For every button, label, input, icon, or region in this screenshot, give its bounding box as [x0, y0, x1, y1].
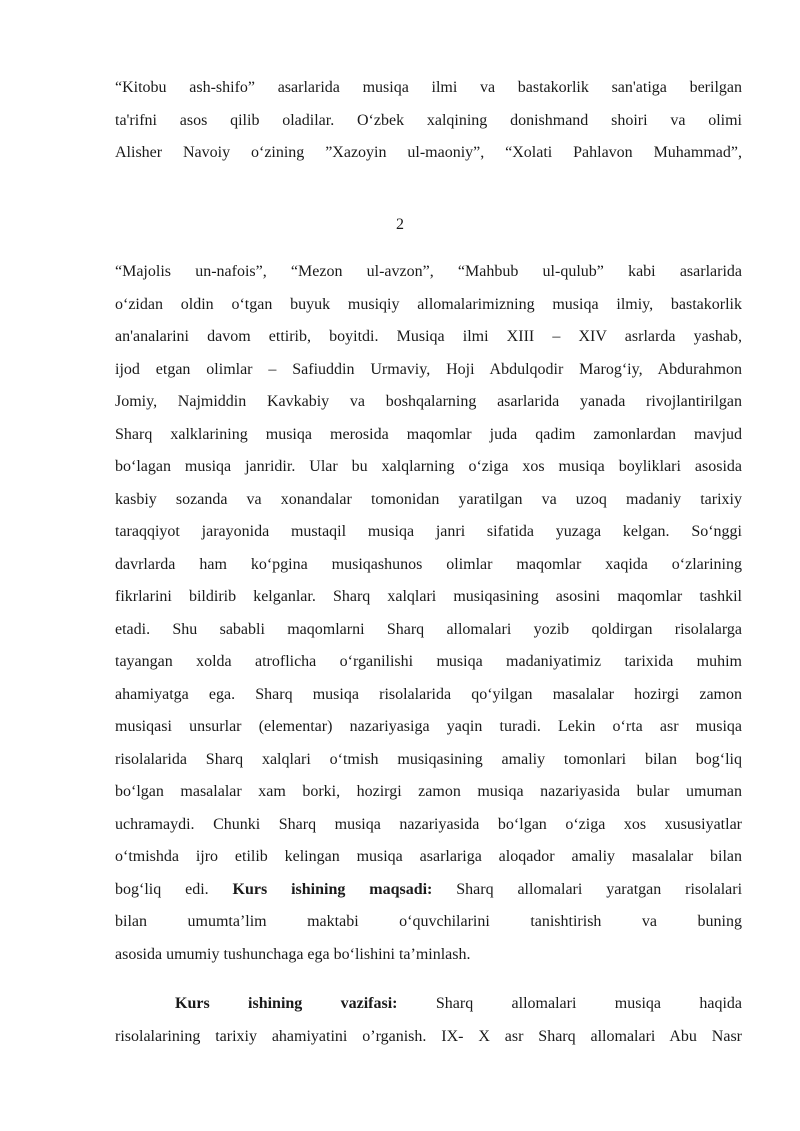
text-line: an'analarini davom ettirib, boyitdi. Musiqa ilmi XIII – XIV asrlarda yashab, [115, 328, 742, 345]
aim-line-end: Sharq allomalari yaratgan risolalari [456, 880, 743, 898]
text-line: Jomiy, Najmiddin Kavkabiy va boshqalarning asarlarida yanada rivojlantirilgan [115, 393, 742, 410]
text-line: ahamiyatga ega. Sharq musiqa risolalarida qo‘yilgan masalalar hozirgi zamon [115, 685, 742, 703]
text-line: ijod etgan olimlar – Safiuddin Urmaviy, Hoji Abdulqodir Marog‘iy, Abdurahmon [115, 360, 742, 378]
text-line: Alisher Navoiy o‘zining ”Xazoyin ul-maoniy”, “Xolati Pahlavon Muhammad”, [115, 144, 742, 161]
text-line: tayangan xolda atroflicha o‘rganilishi musiqa madaniyatimiz tarixida muhim [115, 653, 742, 670]
text-line: o‘tmishda ijro etilib kelingan musiqa asarlariga aloqador amaliy masalalar bilan [115, 848, 742, 865]
main-paragraph [115, 256, 742, 1053]
text-line: o‘zidan oldin o‘tgan buyuk musiqiy allomalarimizning musiqa ilmiy, bastakorlik [115, 295, 742, 313]
text-line: “Majolis un-nafois”, “Mezon ul-avzon”, “Mahbub ul-qulub” kabi asarlarida [115, 263, 742, 280]
page-number: 2 [396, 216, 404, 233]
text-line: risolalarida Sharq xalqlari o‘tmish musiqasining amaliy tomonlari bilan bog‘liq [115, 750, 742, 768]
task-heading: Kurs ishining vazifasi: [175, 995, 398, 1012]
text-line: fikrlarini bildirib kelganlar. Sharq xalqlari musiqasining asosini maqomlar tashkil [115, 588, 742, 605]
text-line: bilan umumta’lim maktabi o‘quvchilarini tanishtirish va buning [115, 913, 742, 930]
aim-line-start: bog‘liq edi. [115, 880, 209, 898]
top-paragraph [115, 72, 742, 170]
text-line: bo‘lagan musiqa janridir. Ular bu xalqlarning o‘ziga xos musiqa boyliklari asosida [115, 458, 742, 475]
text-line: taraqqiyot jarayonida mustaqil musiqa janri sifatida yuzaga kelgan. So‘nggi [115, 523, 742, 540]
text-line: kasbiy sozanda va xonandalar tomonidan yaratilgan va uzoq madaniy tarixiy [115, 490, 742, 508]
text-line: ta'rifni asos qilib oladilar. O‘zbek xalqining donishmand shoiri va olimi [115, 111, 742, 129]
text-line: asosida umumiy tushunchaga ega bo‘lishini ta’minlash. [115, 945, 471, 963]
text-line: risolalarining tarixiy ahamiyatini o’rganish. IX- X asr Sharq allomalari Abu Nasr [115, 1027, 742, 1045]
text-line: musiqasi unsurlar (elementar) nazariyasiga yaqin turadi. Lekin o‘rta asr musiqa [115, 718, 742, 735]
task-line-end: Sharq allomalari musiqa haqida [435, 995, 742, 1012]
aim-heading: Kurs ishining maqsadi: [232, 880, 433, 898]
text-line: etadi. Shu sababli maqomlarni Sharq allomalari yozib qoldirgan risolalarga [115, 620, 742, 638]
text-line: Sharq xalklarining musiqa merosida maqomlar juda qadim zamonlardan mavjud [115, 425, 742, 443]
text-line: uchramaydi. Chunki Sharq musiqa nazariyasida bo‘lgan o‘ziga xos xususiyatlar [115, 815, 742, 833]
task-line [115, 988, 742, 1021]
text-line: bo‘lgan masalalar xam borki, hozirgi zamon musiqa nazariyasida bular umuman [115, 783, 742, 800]
aim-line [115, 874, 742, 907]
text-line: “Kitobu ash-shifo” asarlarida musiqa ilmi va bastakorlik san'atiga berilgan [115, 79, 742, 96]
text-line: davrlarda ham ko‘pgina musiqashunos olimlar maqomlar xaqida o‘zlarining [115, 555, 742, 573]
